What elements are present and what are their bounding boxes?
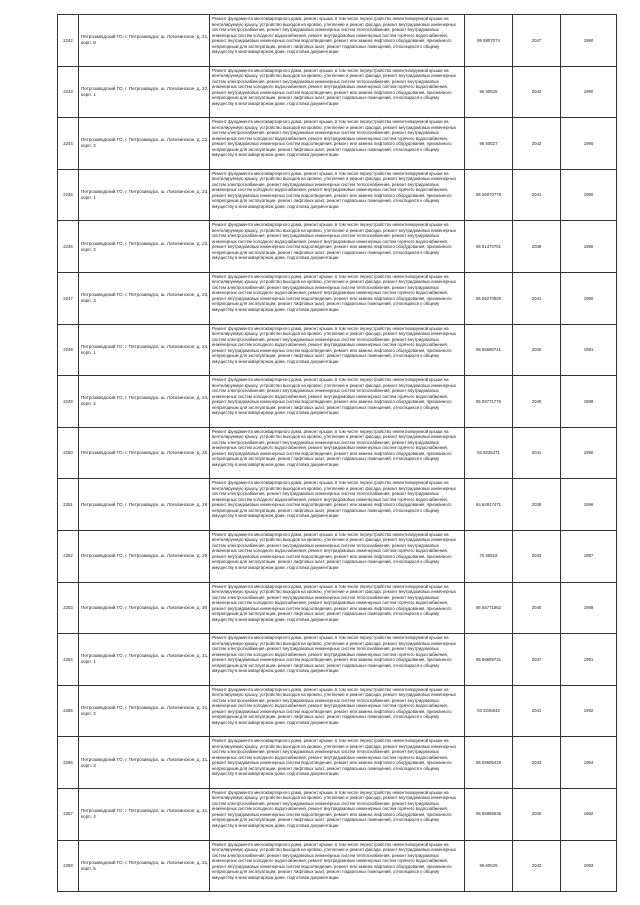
row-number-cell: 2254 bbox=[58, 634, 79, 686]
address-cell: Петрозаводский ГО, г. Петрозаводск, ш. Лososинское, д. 31, корп. 2 bbox=[79, 685, 210, 737]
cost-cell: 96 60525 bbox=[465, 66, 513, 118]
works-list-cell: Ремонт фундамента многоквартирного дома, ремонт крыши, в том числе переустройство невентилируемой крыши на вентилируемую крышу, устройство выходов на кровлю, утепление и ремонт фасада, ремонт внутридомовых инженерных систем электроснабжения, ремонт внутридомовых инженерных систем теплоснабжения, ремонт внутридомовых инженерных систем холодного водоснабжения, ремонт внутридомовых инженерных систем горячего водоснабжения, ремонт внутридомовых инженерных систем водоотведения, ремонт или замена лифтового оборудования, признанного непригодным для эксплуатации, ремонт лифтовых шахт, ремонт подвальных помещений, относящихся к общему имуществу в многоквартирном доме, подготовка документации bbox=[210, 634, 465, 686]
address-cell: Петрозаводский ГО, г. Петрозаводск, ш. Лososинское, д. 30 bbox=[79, 582, 210, 634]
address-cell: Петрозаводский ГО, г. Петрозаводск, ш. Лososинское, д. 31, корп. 5 bbox=[79, 840, 210, 892]
row-number-cell: 2253 bbox=[58, 582, 79, 634]
planned-year-cell: 2041 bbox=[513, 169, 561, 221]
built-year-cell: 1990 bbox=[561, 15, 617, 67]
row-number-cell: 2258 bbox=[58, 840, 79, 892]
cost-cell: 95 56680741 bbox=[465, 324, 513, 376]
planned-year-cell: 2043 bbox=[513, 737, 561, 789]
row-number-cell: 2252 bbox=[58, 530, 79, 582]
planned-year-cell: 2038 bbox=[513, 479, 561, 531]
address-cell: Петрозаводский ГО, г. Петрозаводск, ш. Лososинское, д. 21, корп. 8 bbox=[79, 15, 210, 67]
table-row bbox=[58, 530, 617, 582]
built-year-cell: 1989 bbox=[561, 582, 617, 634]
planned-year-cell: 2047 bbox=[513, 15, 561, 67]
built-year-cell: 1992 bbox=[561, 788, 617, 840]
built-year-cell: 1993 bbox=[561, 840, 617, 892]
cost-cell: 95 51470701 bbox=[465, 221, 513, 273]
row-number-cell: 2257 bbox=[58, 788, 79, 840]
works-list-cell: Ремонт фундамента многоквартирного дома, ремонт крыши, в том числе переустройство невентилируемой крыши на вентилируемую крышу, устройство выходов на кровлю, утепление и ремонт фасада, ремонт внутридомовых инженерных систем электроснабжения, ремонт внутридомовых инженерных систем теплоснабжения, ремонт внутридомовых инженерных систем холодного водоснабжения, ремонт внутридомовых инженерных систем горячего водоснабжения, ремонт внутридомовых инженерных систем водоотведения, ремонт или замена лифтового оборудования, признанного непригодным для эксплуатации, ремонт лифтовых шахт, ремонт подвальных помещений, относящихся к общему имуществу в многоквартирном доме, подготовка документации bbox=[210, 221, 465, 273]
table-row bbox=[58, 840, 617, 892]
row-number-cell: 2243 bbox=[58, 66, 79, 118]
row-number-cell: 2247 bbox=[58, 272, 79, 324]
planned-year-cell: 2040 bbox=[513, 788, 561, 840]
planned-year-cell: 2040 bbox=[513, 582, 561, 634]
built-year-cell: 1996 bbox=[561, 479, 617, 531]
works-list-cell: Ремонт фундамента многоквартирного дома, ремонт крыши, в том числе переустройство невентилируемой крыши на вентилируемую крышу, устройство выходов на кровлю, утепление и ремонт фасада, ремонт внутридомовых инженерных систем электроснабжения, ремонт внутридомовых инженерных систем теплоснабжения, ремонт внутридомовых инженерных систем холодного водоснабжения, ремонт внутридомовых инженерных систем горячего водоснабжения, ремонт внутридомовых инженерных систем водоотведения, ремонт или замена лифтового оборудования, признанного непригодным для эксплуатации, ремонт лифтовых шахт, ремонт подвальных помещений, относящихся к общему имуществу в многоквартирном доме, подготовка документации bbox=[210, 788, 465, 840]
planned-year-cell: 2042 bbox=[513, 118, 561, 170]
planned-year-cell: 2042 bbox=[513, 66, 561, 118]
cost-cell: 75 65518 bbox=[465, 530, 513, 582]
planned-year-cell: 2039 bbox=[513, 221, 561, 273]
cost-cell: 95 58689731 bbox=[465, 634, 513, 686]
table-row bbox=[58, 788, 617, 840]
row-number-cell: 2248 bbox=[58, 324, 79, 376]
table-row bbox=[58, 376, 617, 428]
planned-year-cell: 2042 bbox=[513, 840, 561, 892]
built-year-cell: 1990 bbox=[561, 272, 617, 324]
row-number-cell: 2249 bbox=[58, 376, 79, 428]
cost-cell: 84 64917471 bbox=[465, 479, 513, 531]
built-year-cell: 1987 bbox=[561, 530, 617, 582]
cost-cell: 96 60527 bbox=[465, 118, 513, 170]
address-cell: Петрозаводский ГО, г. Петрозаводск, ш. Лososинское, д. 25 bbox=[79, 427, 210, 479]
address-cell: Петрозаводский ГО, г. Петрозаводск, ш. Лososинское, д. 22, корп. 2 bbox=[79, 118, 210, 170]
works-list-cell: Ремонт фундамента многоквартирного дома, ремонт крыши, в том числе переустройство невентилируемой крыши на вентилируемую крышу, устройство выходов на кровлю, утепление и ремонт фасада, ремонт внутридомовых инженерных систем электроснабжения, ремонт внутридомовых инженерных систем теплоснабжения, ремонт внутридомовых инженерных систем холодного водоснабжения, ремонт внутридомовых инженерных систем горячего водоснабжения, ремонт внутридомовых инженерных систем водоотведения, ремонт или замена лифтового оборудования, признанного непригодным для эксплуатации, ремонт лифтовых шахт, ремонт подвальных помещений, относящихся к общему имуществу в многоквартирном доме, подготовка документации bbox=[210, 737, 465, 789]
works-list-cell: Ремонт фундамента многоквартирного дома, ремонт крыши, в том числе переустройство невентилируемой крыши на вентилируемую крышу, устройство выходов на кровлю, утепление и ремонт фасада, ремонт внутридомовых инженерных систем электроснабжения, ремонт внутридомовых инженерных систем теплоснабжения, ремонт внутридомовых инженерных систем холодного водоснабжения, ремонт внутридомовых инженерных систем горячего водоснабжения, ремонт внутридомовых инженерных систем водоотведения, ремонт или замена лифтового оборудования, признанного непригодным для эксплуатации, ремонт лифтовых шахт, ремонт подвальных помещений, относящихся к общему имуществу в многоквартирном доме, подготовка документации bbox=[210, 272, 465, 324]
row-number-cell: 2245 bbox=[58, 169, 79, 221]
document-page bbox=[57, 14, 604, 892]
row-number-cell: 2246 bbox=[58, 221, 79, 273]
table-row bbox=[58, 427, 617, 479]
works-list-cell: Ремонт фундамента многоквартирного дома, ремонт крыши, в том числе переустройство невентилируемой крыши на вентилируемую крышу, устройство выходов на кровлю, утепление и ремонт фасада, ремонт внутридомовых инженерных систем электроснабжения, ремонт внутридомовых инженерных систем теплоснабжения, ремонт внутридомовых инженерных систем холодного водоснабжения, ремонт внутридомовых инженерных систем горячего водоснабжения, ремонт внутридомовых инженерных систем водоотведения, ремонт или замена лифтового оборудования, признанного непригодным для эксплуатации, ремонт лифтовых шахт, ремонт подвальных помещений, относящихся к общему имуществу в многоквартирном доме, подготовка документации bbox=[210, 324, 465, 376]
table-row bbox=[58, 324, 617, 376]
cost-cell: 96 60526 bbox=[465, 840, 513, 892]
address-cell: Петрозаводский ГО, г. Петрозаводск, ш. Лososинское, д. 23, корп. 2 bbox=[79, 221, 210, 273]
built-year-cell: 1990 bbox=[561, 66, 617, 118]
table-row bbox=[58, 15, 617, 67]
address-cell: Петрозаводский ГО, г. Петрозаводск, ш. Лososинское, д. 29 bbox=[79, 530, 210, 582]
address-cell: Петрозаводский ГО, г. Петрозаводск, ш. Лososинское, д. 23, корп. 3 bbox=[79, 272, 210, 324]
cost-cell: 92 9236471 bbox=[465, 427, 513, 479]
row-number-cell: 2244 bbox=[58, 118, 79, 170]
table-row bbox=[58, 169, 617, 221]
table-row bbox=[58, 272, 617, 324]
row-number-cell: 2251 bbox=[58, 479, 79, 531]
planned-year-cell: 2041 bbox=[513, 685, 561, 737]
cost-cell: 95 56070778 bbox=[465, 169, 513, 221]
table-row bbox=[58, 66, 617, 118]
planned-year-cell: 2047 bbox=[513, 634, 561, 686]
address-cell: Петрозаводский ГО, г. Петрозаводск, ш. Лososинское, д. 23, корп. 1 bbox=[79, 169, 210, 221]
built-year-cell: 1991 bbox=[561, 324, 617, 376]
table-row bbox=[58, 737, 617, 789]
address-cell: Петрозаводский ГО, г. Петрозаводск, ш. Лososинское, д. 31, корп. 1 bbox=[79, 634, 210, 686]
table-row bbox=[58, 582, 617, 634]
built-year-cell: 1990 bbox=[561, 118, 617, 170]
table-body bbox=[58, 15, 617, 892]
works-list-cell: Ремонт фундамента многоквартирного дома, ремонт крыши, в том числе переустройство невентилируемой крыши на вентилируемую крышу, устройство выходов на кровлю, утепление и ремонт фасада, ремонт внутридомовых инженерных систем электроснабжения, ремонт внутридомовых инженерных систем теплоснабжения, ремонт внутридомовых инженерных систем холодного водоснабжения, ремонт внутридомовых инженерных систем горячего водоснабжения, ремонт внутридомовых инженерных систем водоотведения, ремонт или замена лифтового оборудования, признанного непригодным для эксплуатации, ремонт лифтовых шахт, ремонт подвальных помещений, относящихся к общему имуществу в многоквартирном доме, подготовка документации bbox=[210, 840, 465, 892]
works-list-cell: Ремонт фундамента многоквартирного дома, ремонт крыши, в том числе переустройство невентилируемой крыши на вентилируемую крышу, устройство выходов на кровлю, утепление и ремонт фасада, ремонт внутридомовых инженерных систем электроснабжения, ремонт внутридомовых инженерных систем теплоснабжения, ремонт внутридомовых инженерных систем холодного водоснабжения, ремонт внутридомовых инженерных систем горячего водоснабжения, ремонт внутридомовых инженерных систем водоотведения, ремонт или замена лифтового оборудования, признанного непригодным для эксплуатации, ремонт лифтовых шахт, ремонт подвальных помещений, относящихся к общему имуществу в многоквартирном доме, подготовка документации bbox=[210, 376, 465, 428]
built-year-cell: 1991 bbox=[561, 634, 617, 686]
table-row bbox=[58, 479, 617, 531]
planned-year-cell: 2040 bbox=[513, 324, 561, 376]
built-year-cell: 1994 bbox=[561, 737, 617, 789]
cost-cell: 95 55771862 bbox=[465, 582, 513, 634]
built-year-cell: 1989 bbox=[561, 376, 617, 428]
works-list-cell: Ремонт фундамента многоквартирного дома, ремонт крыши, в том числе переустройство невентилируемой крыши на вентилируемую крышу, устройство выходов на кровлю, утепление и ремонт фасада, ремонт внутридомовых инженерных систем электроснабжения, ремонт внутридомовых инженерных систем теплоснабжения, ремонт внутридомовых инженерных систем холодного водоснабжения, ремонт внутридомовых инженерных систем горячего водоснабжения, ремонт внутридомовых инженерных систем водоотведения, ремонт или замена лифтового оборудования, признанного непригодным для эксплуатации, ремонт лифтовых шахт, ремонт подвальных помещений, относящихся к общему имуществу в многоквартирном доме, подготовка документации bbox=[210, 582, 465, 634]
table-row bbox=[58, 221, 617, 273]
cost-cell: 95 08771776 bbox=[465, 376, 513, 428]
planned-year-cell: 2040 bbox=[513, 376, 561, 428]
works-list-cell: Ремонт фундамента многоквартирного дома, ремонт крыши, в том числе переустройство невентилируемой крыши на вентилируемую крышу, устройство выходов на кровлю, утепление и ремонт фасада, ремонт внутридомовых инженерных систем электроснабжения, ремонт внутридомовых инженерных систем теплоснабжения, ремонт внутридомовых инженерных систем холодного водоснабжения, ремонт внутридомовых инженерных систем горячего водоснабжения, ремонт внутридомовых инженерных систем водоотведения, ремонт или замена лифтового оборудования, признанного непригодным для эксплуатации, ремонт лифтовых шахт, ремонт подвальных помещений, относящихся к общему имуществу в многоквартирном доме, подготовка документации bbox=[210, 427, 465, 479]
address-cell: Петрозаводский ГО, г. Петрозаводск, ш. Лososинское, д. 28 bbox=[79, 479, 210, 531]
planned-year-cell: 2043 bbox=[513, 530, 561, 582]
works-list-cell: Ремонт фундамента многоквартирного дома, ремонт крыши, в том числе переустройство невентилируемой крыши на вентилируемую крышу, устройство выходов на кровлю, утепление и ремонт фасада, ремонт внутридомовых инженерных систем электроснабжения, ремонт внутридомовых инженерных систем теплоснабжения, ремонт внутридомовых инженерных систем холодного водоснабжения, ремонт внутридомовых инженерных систем горячего водоснабжения, ремонт внутридомовых инженерных систем водоотведения, ремонт или замена лифтового оборудования, признанного непригодным для эксплуатации, ремонт лифтовых шахт, ремонт подвальных помещений, относящихся к общему имуществу в многоквартирном доме, подготовка документации bbox=[210, 15, 465, 67]
address-cell: Петрозаводский ГО, г. Петрозаводск, ш. Лososинское, д. 31, корп. 4 bbox=[79, 788, 210, 840]
row-number-cell: 2250 bbox=[58, 427, 79, 479]
works-list-cell: Ремонт фундамента многоквартирного дома, ремонт крыши, в том числе переустройство невентилируемой крыши на вентилируемую крышу, устройство выходов на кровлю, утепление и ремонт фасада, ремонт внутридомовых инженерных систем электроснабжения, ремонт внутридомовых инженерных систем теплоснабжения, ремонт внутридомовых инженерных систем холодного водоснабжения, ремонт внутридомовых инженерных систем горячего водоснабжения, ремонт внутридомовых инженерных систем водоотведения, ремонт или замена лифтового оборудования, признанного непригодным для эксплуатации, ремонт лифтовых шахт, ремонт подвальных помещений, относящихся к общему имуществу в многоквартирном доме, подготовка документации bbox=[210, 118, 465, 170]
address-cell: Петрозаводский ГО, г. Петрозаводск, ш. Лososинское, д. 24, корп. 2 bbox=[79, 376, 210, 428]
address-cell: Петрозаводский ГО, г. Петрозаводск, ш. Лososинское, д. 22, корп. 1 bbox=[79, 66, 210, 118]
cost-cell: 95 56886635 bbox=[465, 788, 513, 840]
built-year-cell: 1990 bbox=[561, 169, 617, 221]
table-row bbox=[58, 685, 617, 737]
row-number-cell: 2242 bbox=[58, 15, 79, 67]
planned-year-cell: 2041 bbox=[513, 272, 561, 324]
works-list-cell: Ремонт фундамента многоквартирного дома, ремонт крыши, в том числе переустройство невентилируемой крыши на вентилируемую крышу, устройство выходов на кровлю, утепление и ремонт фасада, ремонт внутридомовых инженерных систем электроснабжения, ремонт внутридомовых инженерных систем теплоснабжения, ремонт внутридомовых инженерных систем холодного водоснабжения, ремонт внутридомовых инженерных систем горячего водоснабжения, ремонт внутридомовых инженерных систем водоотведения, ремонт или замена лифтового оборудования, признанного непригодным для эксплуатации, ремонт лифтовых шахт, ремонт подвальных помещений, относящихся к общему имуществу в многоквартирном доме, подготовка документации bbox=[210, 530, 465, 582]
cost-cell: 95 5807074 bbox=[465, 15, 513, 67]
built-year-cell: 1990 bbox=[561, 427, 617, 479]
cost-cell: 93 3245642 bbox=[465, 685, 513, 737]
table-row bbox=[58, 118, 617, 170]
address-cell: Петрозаводский ГО, г. Петрозаводск, ш. Лososинское, д. 24, корп. 1 bbox=[79, 324, 210, 376]
works-list-cell: Ремонт фундамента многоквартирного дома, ремонт крыши, в том числе переустройство невентилируемой крыши на вентилируемую крышу, устройство выходов на кровлю, утепление и ремонт фасада, ремонт внутридомовых инженерных систем электроснабжения, ремонт внутридомовых инженерных систем теплоснабжения, ремонт внутридомовых инженерных систем холодного водоснабжения, ремонт внутридомовых инженерных систем горячего водоснабжения, ремонт внутридомовых инженерных систем водоотведения, ремонт или замена лифтового оборудования, признанного непригодным для эксплуатации, ремонт лифтовых шахт, ремонт подвальных помещений, относящихся к общему имуществу в многоквартирном доме, подготовка документации bbox=[210, 685, 465, 737]
table-row bbox=[58, 634, 617, 686]
row-number-cell: 2255 bbox=[58, 685, 79, 737]
cost-cell: 95 58685429 bbox=[465, 737, 513, 789]
row-number-cell: 2256 bbox=[58, 737, 79, 789]
works-list-cell: Ремонт фундамента многоквартирного дома, ремонт крыши, в том числе переустройство невентилируемой крыши на вентилируемую крышу, устройство выходов на кровлю, утепление и ремонт фасада, ремонт внутридомовых инженерных систем электроснабжения, ремонт внутридомовых инженерных систем теплоснабжения, ремонт внутридомовых инженерных систем холодного водоснабжения, ремонт внутридомовых инженерных систем горячего водоснабжения, ремонт внутридомовых инженерных систем водоотведения, ремонт или замена лифтового оборудования, признанного непригодным для эксплуатации, ремонт лифтовых шахт, ремонт подвальных помещений, относящихся к общему имуществу в многоквартирном доме, подготовка документации bbox=[210, 169, 465, 221]
planned-year-cell: 2041 bbox=[513, 427, 561, 479]
cost-cell: 95 59270906 bbox=[465, 272, 513, 324]
works-list-cell: Ремонт фундамента многоквартирного дома, ремонт крыши, в том числе переустройство невентилируемой крыши на вентилируемую крышу, устройство выходов на кровлю, утепление и ремонт фасада, ремонт внутридомовых инженерных систем электроснабжения, ремонт внутридомовых инженерных систем теплоснабжения, ремонт внутридомовых инженерных систем холодного водоснабжения, ремонт внутридомовых инженерных систем горячего водоснабжения, ремонт внутридомовых инженерных систем водоотведения, ремонт или замена лифтового оборудования, признанного непригодным для эксплуатации, ремонт лифтовых шахт, ремонт подвальных помещений, относящихся к общему имуществу в многоквартирном доме, подготовка документации bbox=[210, 66, 465, 118]
built-year-cell: 1990 bbox=[561, 221, 617, 273]
built-year-cell: 1992 bbox=[561, 685, 617, 737]
capital-repair-table bbox=[57, 14, 617, 892]
works-list-cell: Ремонт фундамента многоквартирного дома, ремонт крыши, в том числе переустройство невентилируемой крыши на вентилируемую крышу, устройство выходов на кровлю, утепление и ремонт фасада, ремонт внутридомовых инженерных систем электроснабжения, ремонт внутридомовых инженерных систем теплоснабжения, ремонт внутридомовых инженерных систем холодного водоснабжения, ремонт внутридомовых инженерных систем горячего водоснабжения, ремонт внутридомовых инженерных систем водоотведения, ремонт или замена лифтового оборудования, признанного непригодным для эксплуатации, ремонт лифтовых шахт, ремонт подвальных помещений, относящихся к общему имуществу в многоквартирном доме, подготовка документации bbox=[210, 479, 465, 531]
address-cell: Петрозаводский ГО, г. Петрозаводск, ш. Лososинское, д. 31, корп. 3 bbox=[79, 737, 210, 789]
